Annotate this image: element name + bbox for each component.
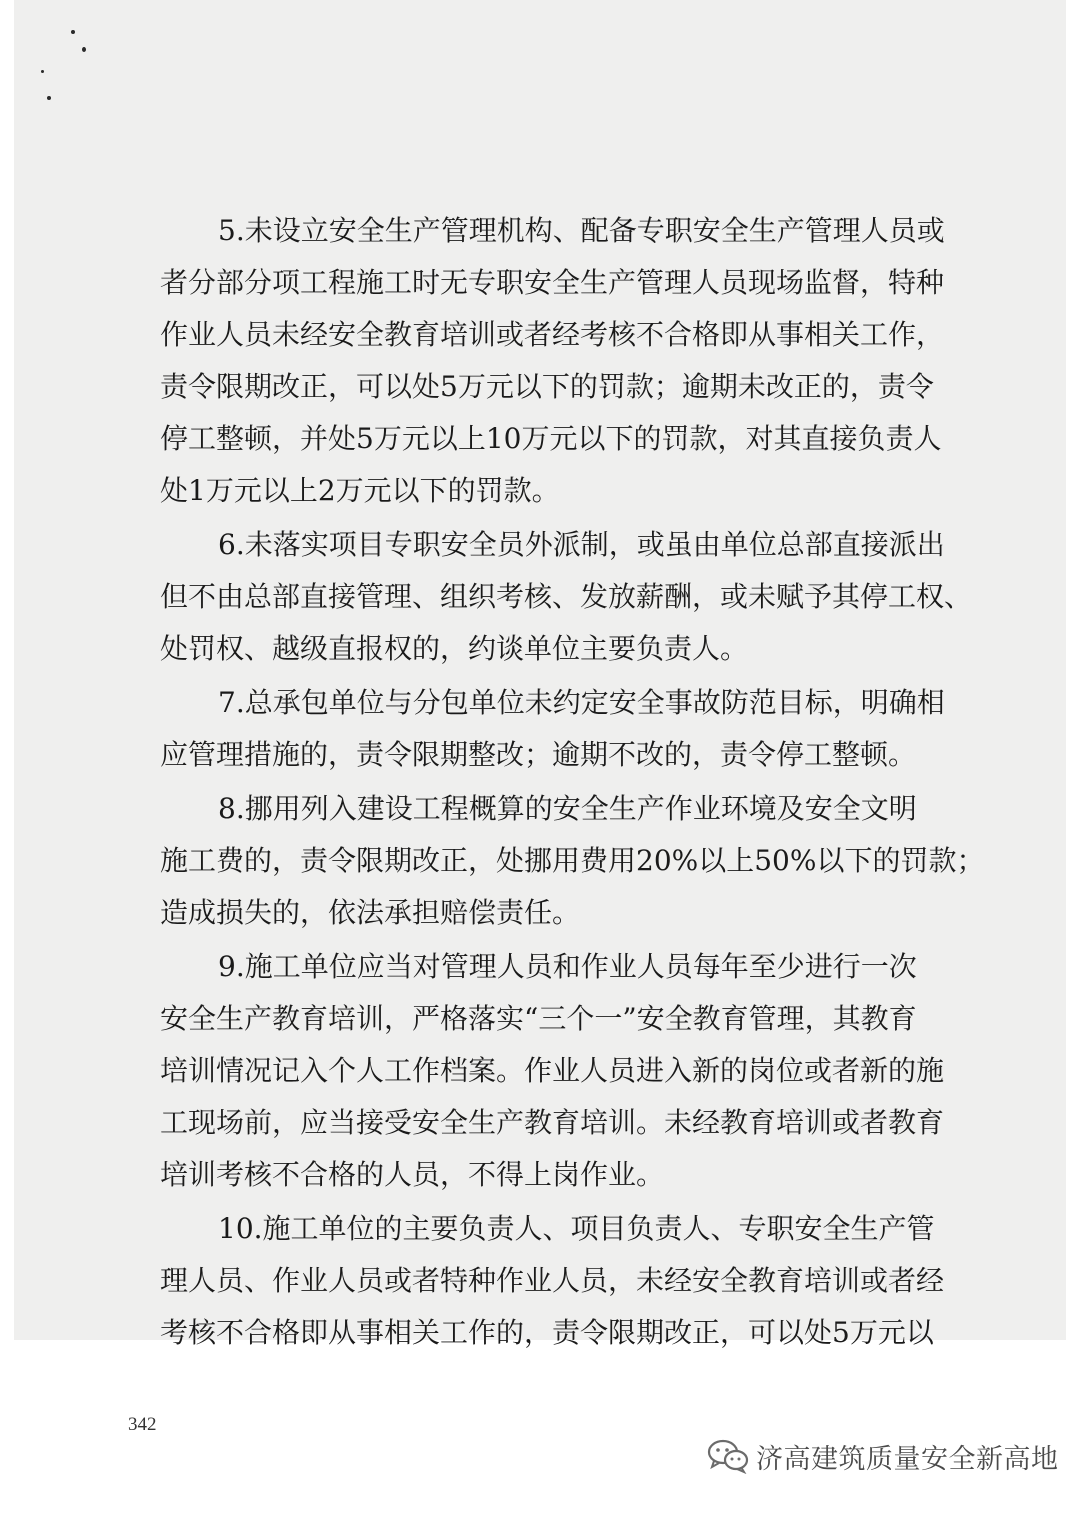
text-line: 考核不合格即从事相关工作的，责令限期改正，可以处5万元以 [160,1316,934,1349]
document-body [160,205,985,1361]
wechat-watermark [706,1436,1059,1476]
scan-speck [47,96,51,100]
paragraph-6 [160,519,973,675]
text-line: 理人员、作业人员或者特种作业人员，未经安全教育培训或者经 [160,1264,945,1297]
text-line: 施工费的，责令限期改正，处挪用费用20%以上50%以下的罚款； [160,844,985,877]
text-line: 8.挪用列入建设工程概算的安全生产作业环境及安全文明 [218,792,917,825]
wechat-icon [706,1438,750,1474]
text-line: 责令限期改正，可以处5万元以下的罚款；逾期未改正的，责令 [160,370,934,403]
text-line: 停工整顿，并处5万元以上10万元以下的罚款，对其直接负责人 [160,422,942,455]
paragraph-10 [160,1203,945,1359]
text-line: 5.未设立安全生产管理机构、配备专职安全生产管理人员或 [218,214,945,247]
text-line: 处罚权、越级直报权的，约谈单位主要负责人。 [160,632,749,665]
paragraph-8 [160,783,985,939]
scan-speck [71,30,75,34]
page-number: 342 [128,1414,157,1435]
text-line: 者分部分项工程施工时无专职安全生产管理人员现场监督，特种 [160,266,945,299]
text-line: 6.未落实项目专职安全员外派制，或虽由单位总部直接派出 [218,528,945,561]
paragraph-9 [160,941,945,1201]
text-line: 10.施工单位的主要负责人、项目负责人、专职安全生产管 [218,1212,935,1245]
text-line: 处1万元以上2万元以下的罚款。 [160,474,560,507]
text-line: 安全生产教育培训，严格落实“三个一”安全教育管理，其教育 [160,1002,917,1035]
paragraph-5 [160,205,945,517]
scan-speck [82,47,86,52]
paragraph-7 [160,677,945,781]
text-line: 培训考核不合格的人员，不得上岗作业。 [160,1158,665,1191]
text-line: 9.施工单位应当对管理人员和作业人员每年至少进行一次 [218,950,917,983]
text-line: 培训情况记入个人工作档案。作业人员进入新的岗位或者新的施 [160,1054,945,1087]
text-line: 应管理措施的，责令限期整改；逾期不改的，责令停工整顿。 [160,738,917,771]
text-line: 作业人员未经安全教育培训或者经考核不合格即从事相关工作， [160,318,945,351]
text-line: 但不由总部直接管理、组织考核、发放薪酬，或未赋予其停工权、 [160,580,973,613]
text-line: 7.总承包单位与分包单位未约定安全事故防范目标，明确相 [218,686,945,719]
text-line: 造成损失的，依法承担赔偿责任。 [160,896,581,929]
scan-speck [41,70,44,73]
watermark-text: 济高建筑质量安全新高地 [756,1443,1059,1475]
text-line: 工现场前，应当接受安全生产教育培训。未经教育培训或者教育 [160,1106,945,1139]
